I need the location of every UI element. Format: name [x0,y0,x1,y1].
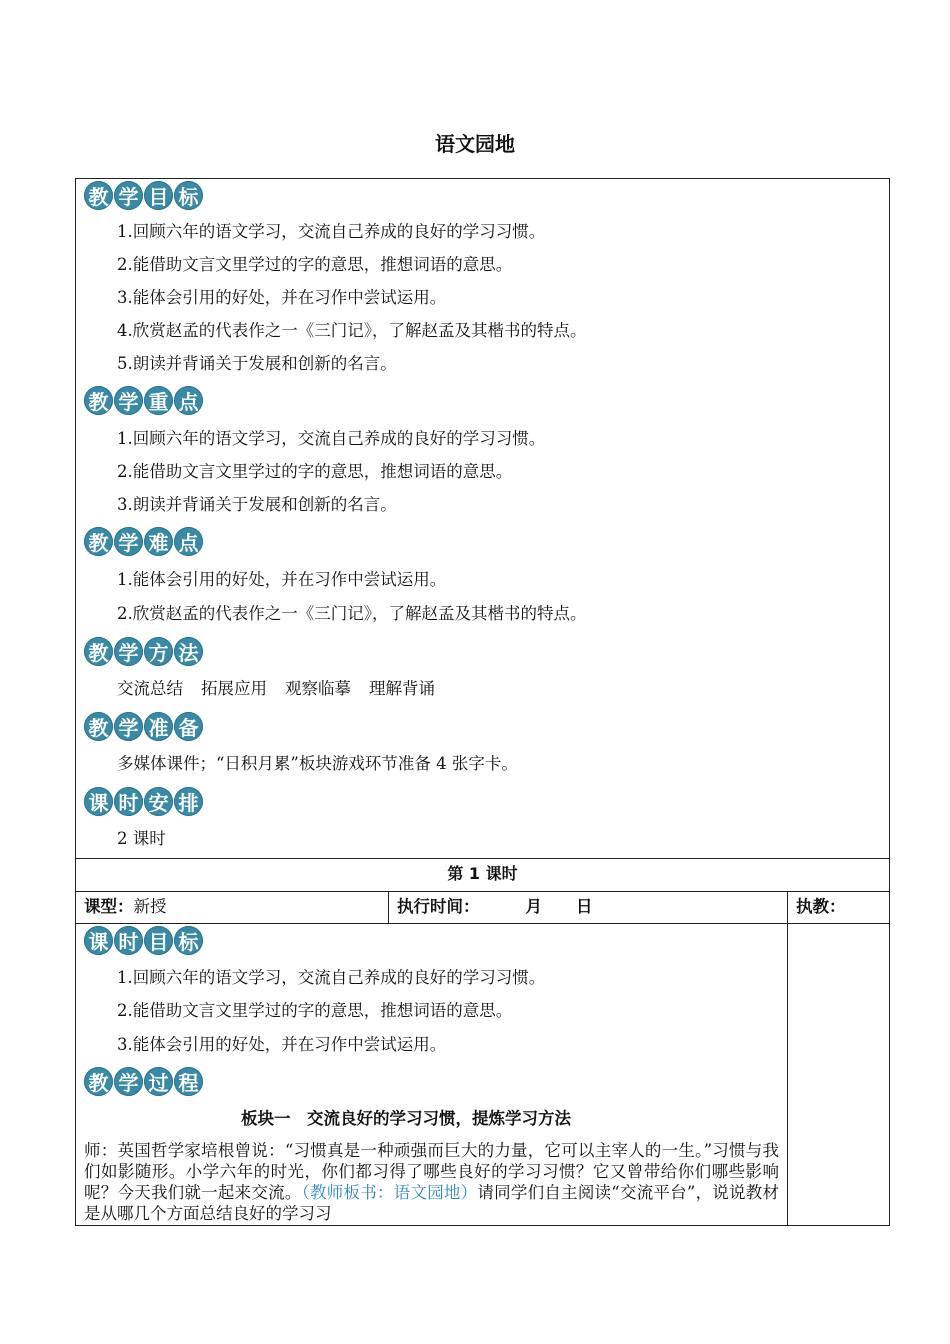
lesson-type [84,897,167,917]
method-item: 交流总结 [117,679,183,698]
day-label: 日 [576,897,593,916]
paragraph-text: 师：英国哲学家培根曾说：“习惯真是一种顽强而巨大的力量，它可以主宰人的一生。”习惯与我们如影随形。小学六年的时光，你们都习得了哪些良好的学习习惯？它又曾带给你们哪些影响呢？今天我们就一起来交流。 [84,1141,779,1202]
preparation-text: 多媒体课件；“日积月累”板块游戏环节准备 4 张字卡。 [117,754,518,773]
methods-list [117,679,453,699]
table-divider [75,858,890,859]
teaching-goals-badge: 教 学 目 标 [84,181,203,210]
teaching-process-badge: 教 学 过 程 [84,1067,203,1096]
method-item: 理解背诵 [369,679,435,698]
list-item: 2.能借助文言文里学过的字的意思，推想词语的意思。 [117,462,513,481]
board-note: （教师板书：语文园地） [301,1183,478,1202]
table-divider [388,891,389,924]
schedule-badge: 课 时 安 排 [84,787,203,816]
preparation-badge: 教 学 准 备 [84,712,203,741]
list-item: 1.回顾六年的语文学习，交流自己养成的良好的学习习惯。 [117,429,546,448]
table-divider [75,891,890,892]
document-title: 语文园地 [435,132,515,156]
list-item: 5.朗读并背诵关于发展和创新的名言。 [117,354,397,373]
list-item: 3.能体会引用的好处，并在习作中尝试运用。 [117,1035,447,1054]
block-title: 板块一 交流良好的学习习惯，提炼学习方法 [241,1109,571,1128]
process-paragraph [84,1140,779,1226]
difficulties-badge: 教 学 难 点 [84,527,203,556]
list-item: 4.欣赏赵孟的代表作之一《三门记》，了解赵孟及其楷书的特点。 [117,321,587,340]
teacher-label: 执教： [796,897,846,916]
key-points-badge: 教 学 重 点 [84,386,203,415]
lesson-type-label: 课型： [84,897,134,916]
list-item: 2.能借助文言文里学过的字的意思，推想词语的意思。 [117,1001,513,1020]
execution-time-label: 执行时间： [397,897,480,916]
paragraph-text: 请同学们自主阅读“交流平台”，说说教材是从哪几个方面总结良好的学习习 [84,1183,779,1223]
schedule-text: 2 课时 [117,829,166,848]
lesson-objectives-badge: 课 时 目 标 [84,926,203,955]
month-label: 月 [525,897,542,916]
methods-badge: 教 学 方 法 [84,637,203,666]
list-item: 1.能体会引用的好处，并在习作中尝试运用。 [117,570,447,589]
list-item: 1.回顾六年的语文学习，交流自己养成的良好的学习习惯。 [117,968,546,987]
method-item: 拓展应用 [201,679,267,698]
list-item: 3.能体会引用的好处，并在习作中尝试运用。 [117,288,447,307]
lesson-type-value: 新授 [133,897,167,916]
table-divider [75,923,890,924]
method-item: 观察临摹 [285,679,351,698]
list-item: 2.能借助文言文里学过的字的意思，推想词语的意思。 [117,255,513,274]
execution-time [397,897,593,917]
table-divider [787,891,788,1226]
list-item: 2.欣赏赵孟的代表作之一《三门记》，了解赵孟及其楷书的特点。 [117,604,587,623]
lesson-heading: 第 1 课时 [447,864,518,883]
list-item: 3.朗读并背诵关于发展和创新的名言。 [117,495,397,514]
list-item: 1.回顾六年的语文学习，交流自己养成的良好的学习习惯。 [117,222,546,241]
